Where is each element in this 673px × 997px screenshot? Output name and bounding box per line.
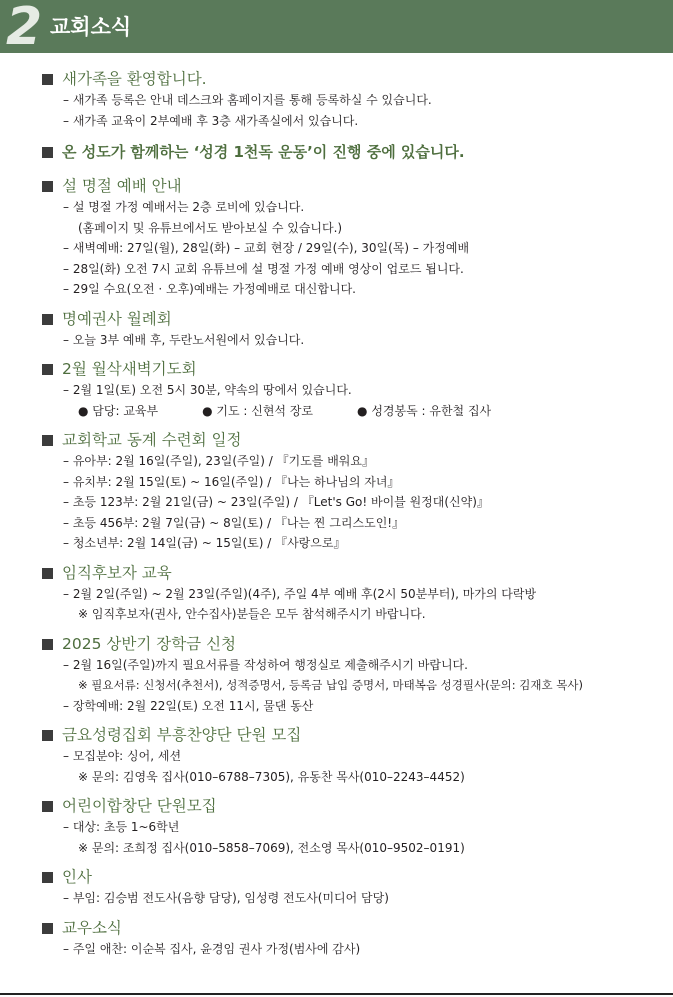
section-title: 어린이합창단 단원모집 bbox=[62, 797, 217, 815]
list-item: – 초등 123부: 2월 21일(금) ~ 23일(주일) / 『Let's Go! 바이블 원정대(신약)』 bbox=[63, 495, 489, 509]
section-title: 명예권사 월례회 bbox=[62, 309, 172, 328]
square-bullet-icon bbox=[42, 639, 53, 650]
list-item: – 28일(화) 오전 7시 교회 유튜브에 설 명절 가정 예배 영상이 업로드 됩니다. bbox=[63, 261, 464, 276]
section-title: 교우소식 bbox=[62, 918, 122, 937]
news-section bbox=[40, 562, 673, 625]
section-title: 금요성령집회 부흥찬양단 단원 모집 bbox=[62, 726, 302, 744]
list-item: ※ 문의: 김영욱 집사(010–6788–7305), 유동찬 목사(010–2243–4452) bbox=[78, 769, 465, 784]
section-title: 2월 월삭새벽기도회 bbox=[62, 360, 197, 378]
section-title: 임직후보자 교육 bbox=[62, 563, 172, 582]
section-title: 새가족을 환영합니다. bbox=[62, 70, 207, 88]
square-bullet-icon bbox=[42, 435, 53, 446]
section-heading bbox=[40, 917, 673, 939]
news-section bbox=[40, 175, 673, 300]
section-heading bbox=[40, 358, 673, 380]
square-bullet-icon bbox=[42, 147, 53, 158]
news-section bbox=[40, 917, 673, 960]
section-heading bbox=[40, 175, 673, 197]
section-heading bbox=[40, 724, 673, 746]
section-heading bbox=[40, 866, 673, 888]
list-item: – 대상: 초등 1~6학년 bbox=[63, 820, 180, 834]
list-item: – 유아부: 2월 16일(주일), 23일(주일) / 『기도를 배워요』 bbox=[63, 454, 374, 468]
list-item: – 오늘 3부 예배 후, 두란노서원에서 있습니다. bbox=[63, 332, 305, 347]
section-heading bbox=[40, 141, 673, 163]
section-title: 온 성도가 함께하는 ‘성경 1천독 운동’이 진행 중에 있습니다. bbox=[62, 143, 465, 161]
list-item: – 청소년부: 2월 14일(금) ~ 15일(토) / 『사랑으로』 bbox=[63, 536, 346, 550]
square-bullet-icon bbox=[42, 74, 53, 85]
section-title: 2025 상반기 장학금 신청 bbox=[62, 634, 237, 653]
list-item: ※ 필요서류: 신청서(추천서), 성적증명서, 등록금 납입 증명서, 마태복음 성경필사(문의: 김재호 목사) bbox=[78, 678, 583, 692]
list-item: ※ 임직후보자(권사, 안수집사)분들은 모두 참석해주시기 바랍니다. bbox=[78, 607, 426, 621]
square-bullet-icon bbox=[42, 730, 53, 741]
list-item: – 2월 2일(주일) ~ 2월 23일(주일)(4주), 주일 4부 예배 후(2시 50분부터), 마가의 다락방 bbox=[63, 586, 537, 601]
list-item: – 장학예배: 2월 22일(토) 오전 11시, 물댄 동산 bbox=[63, 698, 314, 713]
square-bullet-icon bbox=[42, 314, 53, 325]
news-section bbox=[40, 429, 673, 554]
list-item: – 초등 456부: 2월 7일(금) ~ 8일(토) / 『나는 찐 그리스도인!』 bbox=[63, 515, 405, 530]
page-title: 교회소식 bbox=[50, 15, 132, 39]
section-heading bbox=[40, 562, 673, 584]
news-section bbox=[40, 866, 673, 909]
news-section bbox=[40, 141, 673, 163]
header-bar bbox=[0, 0, 673, 57]
square-bullet-icon bbox=[42, 364, 53, 375]
section-title: 설 명절 예배 안내 bbox=[62, 177, 182, 195]
news-section bbox=[40, 633, 673, 717]
bottom-rule bbox=[0, 993, 673, 995]
news-section bbox=[40, 795, 673, 858]
role-item: ● 기도 : 신현석 장로 bbox=[202, 403, 314, 418]
square-bullet-icon bbox=[42, 872, 53, 883]
section-heading bbox=[40, 795, 673, 817]
news-section bbox=[40, 358, 673, 421]
list-item: – 새벽예배: 27일(월), 28일(화) – 교회 현장 / 29일(수), 30일(목) – 가정예배 bbox=[63, 241, 470, 255]
list-item: ※ 문의: 조희정 집사(010–5858–7069), 전소영 목사(010–9502–0191) bbox=[78, 840, 465, 855]
section-heading bbox=[40, 429, 673, 451]
square-bullet-icon bbox=[42, 923, 53, 934]
list-item: – 부임: 김승범 전도사(음향 담당), 임성령 전도사(미디어 담당) bbox=[63, 891, 389, 905]
role-list bbox=[40, 401, 673, 422]
list-item: – 29일 수요(오전 · 오후)예배는 가정예배로 대신합니다. bbox=[63, 282, 356, 296]
list-item: – 모집분야: 싱어, 세션 bbox=[63, 749, 182, 763]
role-item: ● 성경봉독 : 유한철 집사 bbox=[357, 403, 492, 418]
list-item: – 2월 16일(주일)까지 필요서류를 작성하여 행정실로 제출해주시기 바랍니다. bbox=[63, 657, 468, 672]
list-item: – 2월 1일(토) 오전 5시 30분, 약속의 땅에서 있습니다. bbox=[63, 383, 352, 397]
section-title: 인사 bbox=[62, 868, 92, 886]
square-bullet-icon bbox=[42, 568, 53, 579]
section-number: 2 bbox=[6, 0, 41, 57]
list-item: – 새가족 교육이 2부예배 후 3층 새가족실에서 있습니다. bbox=[63, 113, 359, 128]
list-item: – 주일 애찬: 이순복 집사, 윤경임 권사 가정(범사에 감사) bbox=[63, 941, 361, 956]
square-bullet-icon bbox=[42, 801, 53, 812]
section-title: 교회학교 동계 수련회 일정 bbox=[62, 431, 242, 449]
list-item: – 유치부: 2월 15일(토) ~ 16일(주일) / 『나는 하나님의 자녀』 bbox=[63, 474, 400, 489]
section-heading bbox=[40, 633, 673, 655]
list-item: (홈페이지 및 유튜브에서도 받아보실 수 있습니다.) bbox=[78, 220, 343, 235]
role-item: ● 담당: 교육부 bbox=[78, 403, 159, 418]
square-bullet-icon bbox=[42, 181, 53, 192]
news-section bbox=[40, 68, 673, 131]
news-section bbox=[40, 308, 673, 351]
news-list bbox=[0, 58, 673, 959]
section-heading bbox=[40, 308, 673, 330]
news-section bbox=[40, 724, 673, 787]
list-item: – 새가족 등록은 안내 데스크와 홈페이지를 통해 등록하실 수 있습니다. bbox=[63, 93, 432, 107]
list-item: – 설 명절 가정 예배서는 2층 로비에 있습니다. bbox=[63, 200, 305, 214]
section-heading bbox=[40, 68, 673, 90]
